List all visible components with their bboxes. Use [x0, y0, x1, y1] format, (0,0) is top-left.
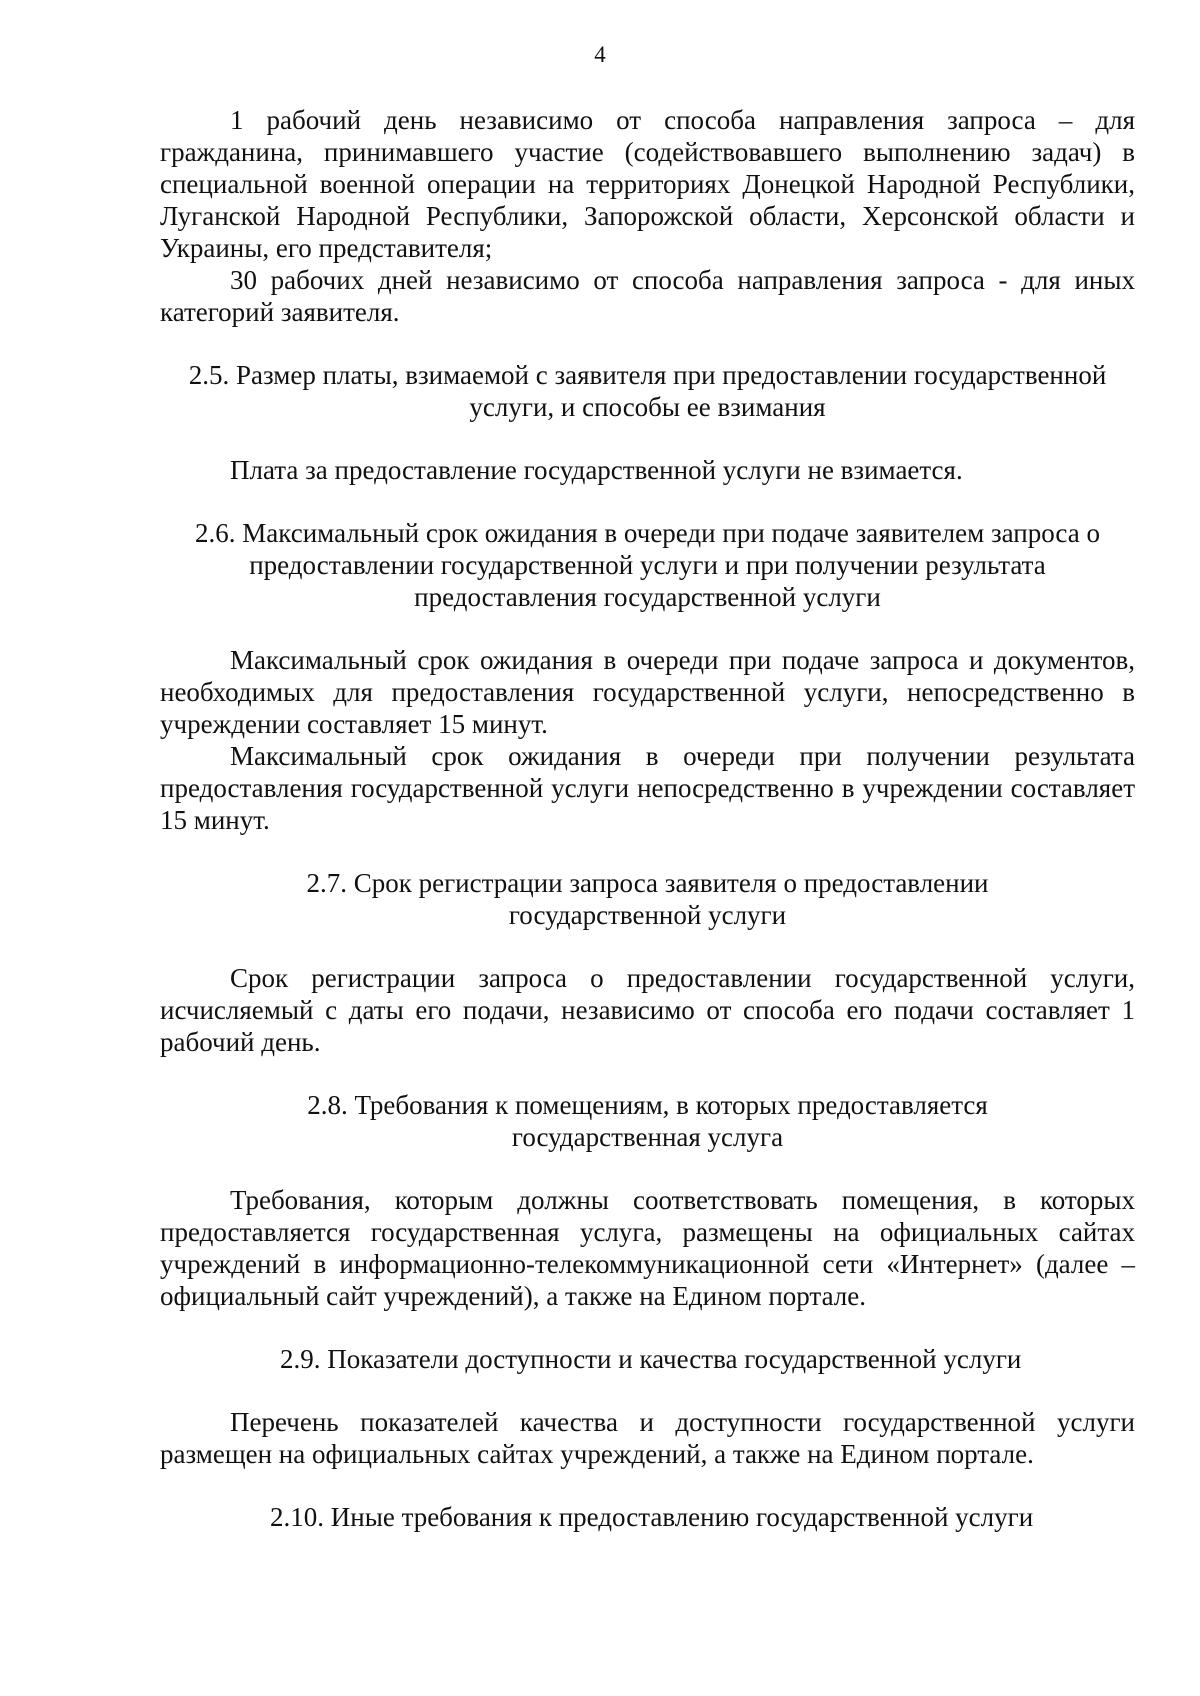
section-heading-2-6: 2.6. Максимальный срок ожидания в очереди при подаче заявителем запроса о предоставлении государственной услуги и при получении результата предоставления государственной услуги — [195, 518, 1100, 612]
paragraph-deadline-other: 30 рабочих дней независимо от способа направления запроса - для иных категорий заявителя. — [160, 265, 1135, 327]
paragraph-quality-indicators: Перечень показателей качества и доступности государственной услуги размещен на официальных сайтах учреждений, а также на Едином портале. — [160, 1407, 1135, 1469]
paragraph-queue-submission: Максимальный срок ожидания в очереди при подаче запроса и документов, необходимых для предоставления государственной услуги, непосредственно в учреждении составляет 15 минут. — [160, 645, 1135, 739]
document-body — [160, 104, 1135, 1533]
section-heading-2-5: 2.5. Размер платы, взимаемой с заявителя при предоставлении государственной услуги, и способы ее взимания — [188, 360, 1107, 422]
paragraph-registration: Срок регистрации запроса о предоставлении государственной услуги, исчисляемый с даты его подачи, независимо от способа его подачи составляет 1 рабочий день. — [160, 963, 1135, 1057]
section-heading-2-8: 2.8. Требования к помещениям, в которых предоставляется государственная услуга — [307, 1090, 988, 1152]
paragraph-deadline-svo: 1 рабочий день независимо от способа направления запроса – для гражданина, принимавшего участие (содействовавшего выполнению задач) в специальной военной операции на территориях Донецкой Народной Республики, Луганской Народной Республики, Запорожской области, Херсонской области и Украины, его представителя; — [160, 105, 1135, 263]
paragraph-queue-result: Максимальный срок ожидания в очереди при получении результата предоставления государственной услуги непосредственно в учреждении составляет 15 минут. — [160, 741, 1135, 835]
paragraph-premises: Требования, которым должны соответствовать помещения, в которых предоставляется государственная услуга, размещены на официальных сайтах учреждений в информационно-телекоммуникационной сети «Интернет» (далее – официальный сайт учреждений), а также на Едином портале. — [160, 1185, 1135, 1311]
paragraph-fee: Плата за предоставление государственной услуги не взимается. — [230, 455, 963, 485]
section-heading-2-10: 2.10. Иные требования к предоставлению государственной услуги — [270, 1502, 1034, 1532]
section-heading-2-9: 2.9. Показатели доступности и качества государственной услуги — [280, 1344, 1022, 1374]
page-number: 4 — [594, 42, 606, 67]
section-heading-2-7: 2.7. Срок регистрации запроса заявителя о предоставлении государственной услуги — [306, 868, 989, 930]
